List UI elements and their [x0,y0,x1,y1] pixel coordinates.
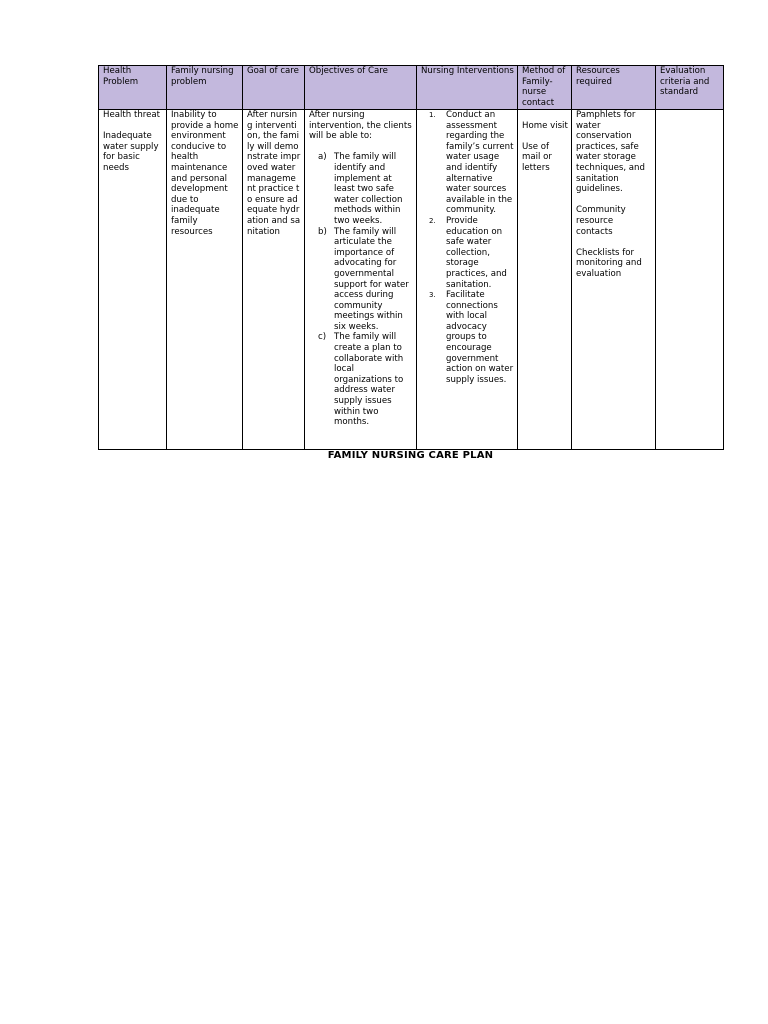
objective-text: The family will articulate the importance of advocating for governmental support for water access during community meetings within six weeks. [334,226,409,332]
objectives-intro: After nursing intervention, the clients will be able to: [309,110,412,142]
health-problem-detail: Inadequate water supply for basic needs [103,131,159,173]
table-caption: FAMILY NURSING CARE PLAN [327,450,494,461]
objective-item [309,332,413,427]
objective-item [309,227,413,333]
intervention-text: Facilitate connections with local advocacy groups to encourage government action on water supply issues. [446,290,514,385]
intervention-marker: 1. [429,111,436,119]
resource-item: Pamphlets for water conservation practices, safe water storage techniques, and sanitation guidelines. [576,110,645,195]
cell-objectives-of-care [305,110,417,450]
intervention-marker: 3. [429,291,436,300]
cell-family-nursing-problem [167,110,243,450]
header-family-nursing-problem: Family nursing problem [167,66,243,110]
header-objectives-of-care: Objectives of Care [305,66,417,110]
health-problem-category: Health threat [103,110,161,120]
intervention-item [421,216,514,290]
header-goal-of-care: Goal of care [243,66,305,110]
header-resources-required: Resources required [572,66,656,110]
intervention-marker: 2. [429,216,436,225]
header-method-of-contact: Method of Family-nurse contact [518,66,572,110]
resource-item: Checklists for monitoring and evaluation [576,247,642,279]
intervention-item [421,290,514,385]
cell-goal-of-care [243,110,305,450]
header-health-problem: Health Problem [99,66,167,110]
intervention-item [421,110,514,216]
header-evaluation-criteria: Evaluation criteria and standard [656,66,724,110]
contact-method: Home visit [522,120,568,131]
objective-text: The family will create a plan to collaborate with local organizations to address water supply issues within two months. [334,332,404,428]
table-row [99,110,724,450]
care-plan-table [98,65,724,450]
interventions-list [421,110,514,385]
resource-item: Community resource contacts [576,205,626,237]
objective-marker: b) [318,226,327,237]
family-nursing-problem-text: Inability to provide a home environment conducive to health maintenance and personal development due to inadequate family resources [171,110,239,237]
table-header-row [99,66,724,110]
objective-item [309,152,413,226]
cell-evaluation-criteria [656,110,724,450]
objective-text: The family will identify and implement at least two safe water collection methods within two weeks. [334,152,403,226]
goal-of-care-text: After nursing intervention, the family will demonstrate improved water management practice to ensure adequate hydration and sanitation [247,110,301,237]
intervention-text: Conduct an assessment regarding the family’s current water usage and identify alternative water sources available in the community. [446,110,514,216]
header-nursing-interventions: Nursing Interventions [417,66,518,110]
intervention-text: Provide education on safe water collection, storage practices, and sanitation. [446,215,507,290]
cell-method-of-contact [518,110,572,450]
cell-nursing-interventions [417,110,518,450]
objective-marker: a) [318,152,327,163]
objective-marker: c) [318,332,327,343]
cell-health-problem [99,110,167,450]
contact-method: Use of mail or letters [522,141,552,173]
objectives-list [309,152,413,427]
cell-resources-required [572,110,656,450]
